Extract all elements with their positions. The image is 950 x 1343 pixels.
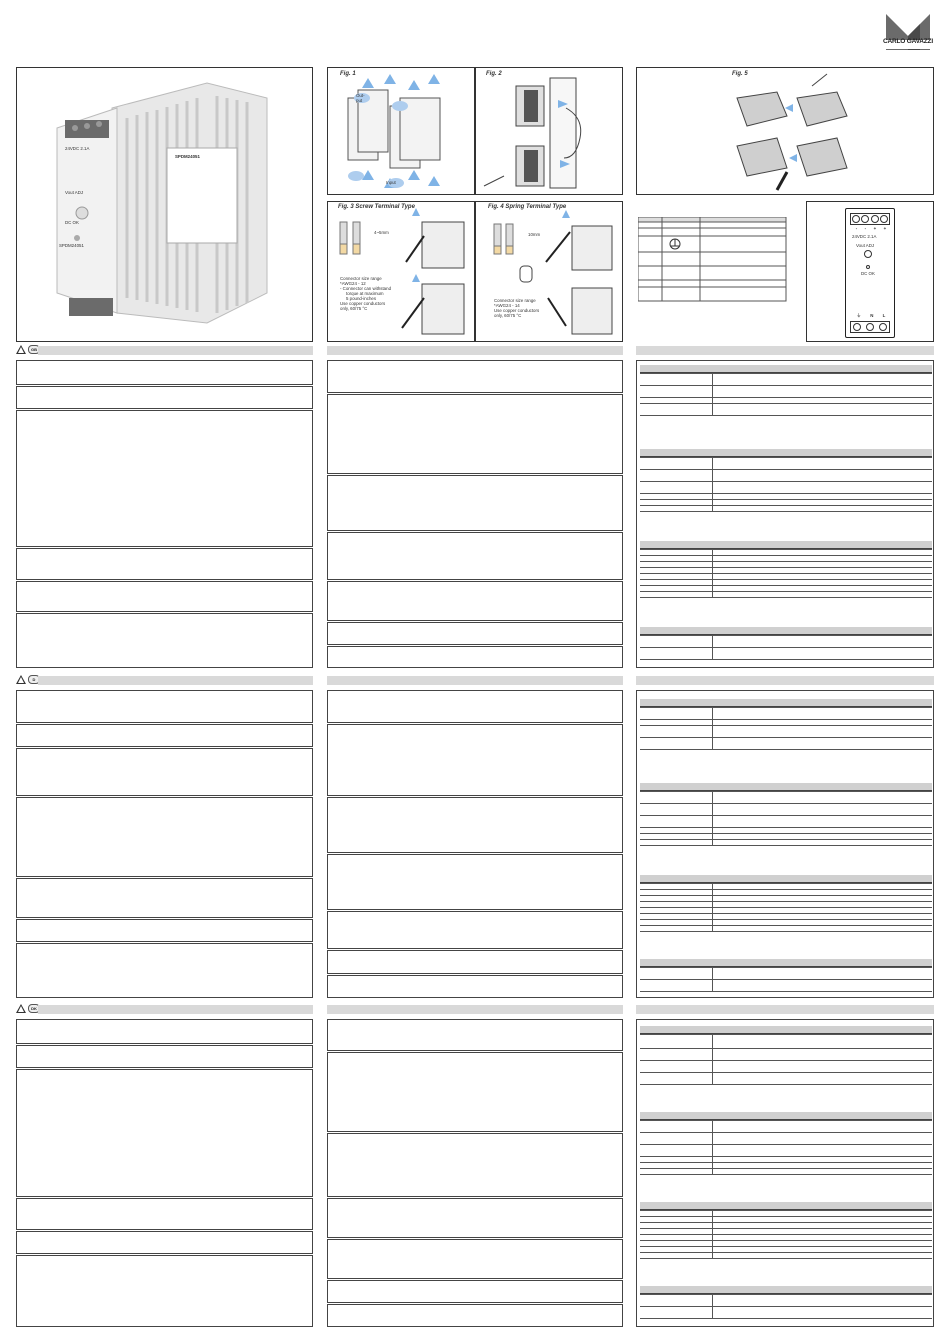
spec-table	[640, 635, 932, 660]
language-badge: GB	[28, 345, 40, 354]
spec-table-header	[640, 1026, 932, 1034]
terminal-screw-icon	[879, 323, 887, 331]
photo-top-label: 24VDC 2.1A	[65, 146, 90, 151]
photo-side-model: SPDM24051	[59, 243, 84, 248]
text-box	[16, 878, 313, 918]
brand-logo	[880, 14, 936, 64]
text-box	[327, 532, 623, 580]
spec-table	[640, 1034, 932, 1085]
symbol-table-grid	[638, 217, 787, 303]
section-header-bar	[327, 1005, 623, 1014]
text-box	[327, 950, 623, 974]
text-box	[327, 581, 623, 621]
section-header-bar	[327, 676, 623, 685]
spec-table	[640, 1294, 932, 1319]
text-box	[327, 1133, 623, 1197]
fig3-note-line: Use copper conductors	[340, 301, 386, 306]
text-box	[16, 613, 313, 668]
fig4-note-line: Connector size range	[494, 298, 536, 303]
spec-column	[636, 1019, 934, 1327]
bottom-terminal-block	[850, 321, 890, 333]
language-tag-gb	[16, 345, 40, 354]
mounting-airflow-diagram	[328, 68, 474, 194]
spec-table-header	[640, 541, 932, 549]
spec-table-header	[640, 1286, 932, 1294]
text-box	[16, 724, 313, 747]
top-terminal-labels	[852, 226, 890, 231]
din-rail-mounting-diagram	[476, 68, 622, 194]
fig4-panel	[475, 201, 623, 342]
spec-table-header	[640, 627, 932, 635]
front-dcok-label: DC OK	[861, 271, 875, 276]
text-box	[327, 724, 623, 796]
fig5-title: Fig. 5	[732, 71, 748, 77]
dc-ok-led-icon	[866, 265, 870, 269]
spec-table	[640, 707, 932, 750]
fig3-note-line: only, 60/75 °C	[340, 306, 368, 311]
spec-table	[640, 457, 932, 512]
spec-column	[636, 360, 934, 668]
fig3-note-line: Connector size range	[340, 276, 382, 281]
text-box	[327, 360, 623, 393]
text-box	[327, 622, 623, 645]
section-header-bar	[327, 346, 623, 355]
fig3-note-line: *AWG24 - 12	[340, 281, 366, 286]
text-box	[327, 394, 623, 474]
text-box	[16, 919, 313, 942]
warning-triangle-icon	[16, 345, 26, 354]
terminal-label: -	[855, 226, 858, 231]
terminal-label: L	[882, 313, 886, 318]
fig3-panel	[327, 201, 475, 342]
text-box	[16, 748, 313, 796]
text-box	[327, 797, 623, 853]
text-box	[327, 1019, 623, 1051]
fig5-panel	[636, 67, 934, 195]
text-box	[16, 797, 313, 877]
spec-table	[640, 373, 932, 416]
terminal-removal-diagram	[637, 68, 933, 194]
terminal-screw-icon	[853, 323, 861, 331]
language-tag-dk	[16, 1004, 40, 1013]
text-box	[16, 1045, 313, 1068]
vout-adj-knob-icon	[864, 250, 872, 258]
language-tag-d	[16, 675, 40, 684]
product-photo-panel	[16, 67, 313, 342]
terminal-screw-icon	[852, 215, 860, 223]
spec-table	[640, 967, 932, 992]
text-box	[327, 975, 623, 998]
screw-terminal-diagram	[328, 202, 474, 341]
text-box	[327, 475, 623, 531]
warning-triangle-icon	[16, 1004, 26, 1013]
fig1-output-label: Out-put	[356, 93, 365, 103]
text-box	[16, 1231, 313, 1254]
text-box	[16, 1019, 313, 1044]
front-view-panel	[806, 201, 934, 342]
spec-column	[636, 690, 934, 998]
terminal-screw-icon	[861, 215, 869, 223]
fig3-note-line: 5 pound-inches	[346, 296, 377, 301]
terminal-screw-icon	[866, 323, 874, 331]
text-box	[16, 548, 313, 580]
text-box	[327, 854, 623, 910]
symbol-table	[638, 217, 787, 303]
text-box	[327, 1052, 623, 1132]
spring-terminal-diagram	[476, 202, 622, 341]
spec-table-header	[640, 1202, 932, 1210]
text-box	[327, 911, 623, 949]
text-box	[16, 386, 313, 409]
spec-table	[640, 791, 932, 846]
fig3-note-line: torque at maximum	[346, 291, 384, 296]
spec-table-header	[640, 365, 932, 373]
spec-table	[640, 1120, 932, 1175]
spec-table	[640, 883, 932, 932]
section-header-bar	[38, 676, 313, 685]
spec-table	[640, 549, 932, 598]
text-box	[327, 1304, 623, 1327]
fig3-title: Fig. 3 Screw Terminal Type	[338, 204, 415, 210]
text-box	[327, 646, 623, 668]
text-box	[327, 690, 623, 723]
text-box	[327, 1280, 623, 1303]
fig4-dimension: 10mm	[528, 232, 541, 237]
fig3-notes	[340, 276, 410, 311]
spec-table-header	[640, 959, 932, 967]
text-box	[16, 1255, 313, 1327]
front-adj-label: Vout ADJ	[856, 243, 875, 248]
fig4-note-line: *AWG24 - 14	[494, 303, 520, 308]
top-terminal-block	[850, 213, 890, 225]
fig2-title: Fig. 2	[486, 71, 502, 77]
photo-adj-label: Vout ADJ	[65, 190, 84, 195]
terminal-label: N	[870, 313, 874, 318]
text-box	[16, 1069, 313, 1197]
fig3-note-line: - Connector can withstand	[340, 286, 392, 291]
terminal-screw-icon	[880, 215, 888, 223]
terminal-label: +	[873, 226, 877, 231]
terminal-label: ⏚	[856, 313, 862, 318]
spec-table-header	[640, 783, 932, 791]
spec-table-header	[640, 449, 932, 457]
fig4-note-line: only, 60/75 °C	[494, 313, 522, 318]
fig4-note-line: Use copper conductors	[494, 308, 540, 313]
photo-dcok-label: DC OK	[65, 220, 79, 225]
photo-model-label: SPDM24051	[175, 154, 200, 159]
text-box	[16, 360, 313, 385]
fig4-title: Fig. 4 Spring Terminal Type	[488, 204, 567, 210]
fig1-input-label: Input	[386, 180, 396, 185]
fig1-panel	[327, 67, 475, 195]
terminal-label: -	[864, 226, 867, 231]
language-badge: DK	[28, 1004, 40, 1013]
text-box	[16, 690, 313, 723]
fig2-panel	[475, 67, 623, 195]
front-view-device	[845, 208, 895, 338]
text-box	[16, 943, 313, 998]
logo-text: CARLO GAVAZZI	[883, 38, 933, 45]
section-header-bar	[636, 1005, 934, 1014]
fig4-notes	[494, 298, 564, 318]
language-badge: D	[28, 675, 40, 684]
text-box	[16, 1198, 313, 1230]
spec-table	[640, 1210, 932, 1259]
bottom-terminal-labels	[852, 313, 890, 318]
power-supply-photo	[17, 68, 312, 341]
text-box	[327, 1198, 623, 1238]
warning-triangle-icon	[16, 675, 26, 684]
spec-table-header	[640, 875, 932, 883]
fig1-title: Fig. 1	[340, 71, 356, 77]
front-top-label: 24VDC 2.1A	[852, 234, 877, 239]
text-box	[16, 581, 313, 612]
section-header-bar	[38, 1005, 313, 1014]
terminal-label: +	[883, 226, 887, 231]
section-header-bar	[636, 346, 934, 355]
text-box	[327, 1239, 623, 1279]
fig3-dimension: 4~5mm	[374, 230, 389, 235]
section-header-bar	[636, 676, 934, 685]
spec-table-header	[640, 699, 932, 707]
section-header-bar	[38, 346, 313, 355]
spec-table-header	[640, 1112, 932, 1120]
terminal-screw-icon	[871, 215, 879, 223]
text-box	[16, 410, 313, 547]
